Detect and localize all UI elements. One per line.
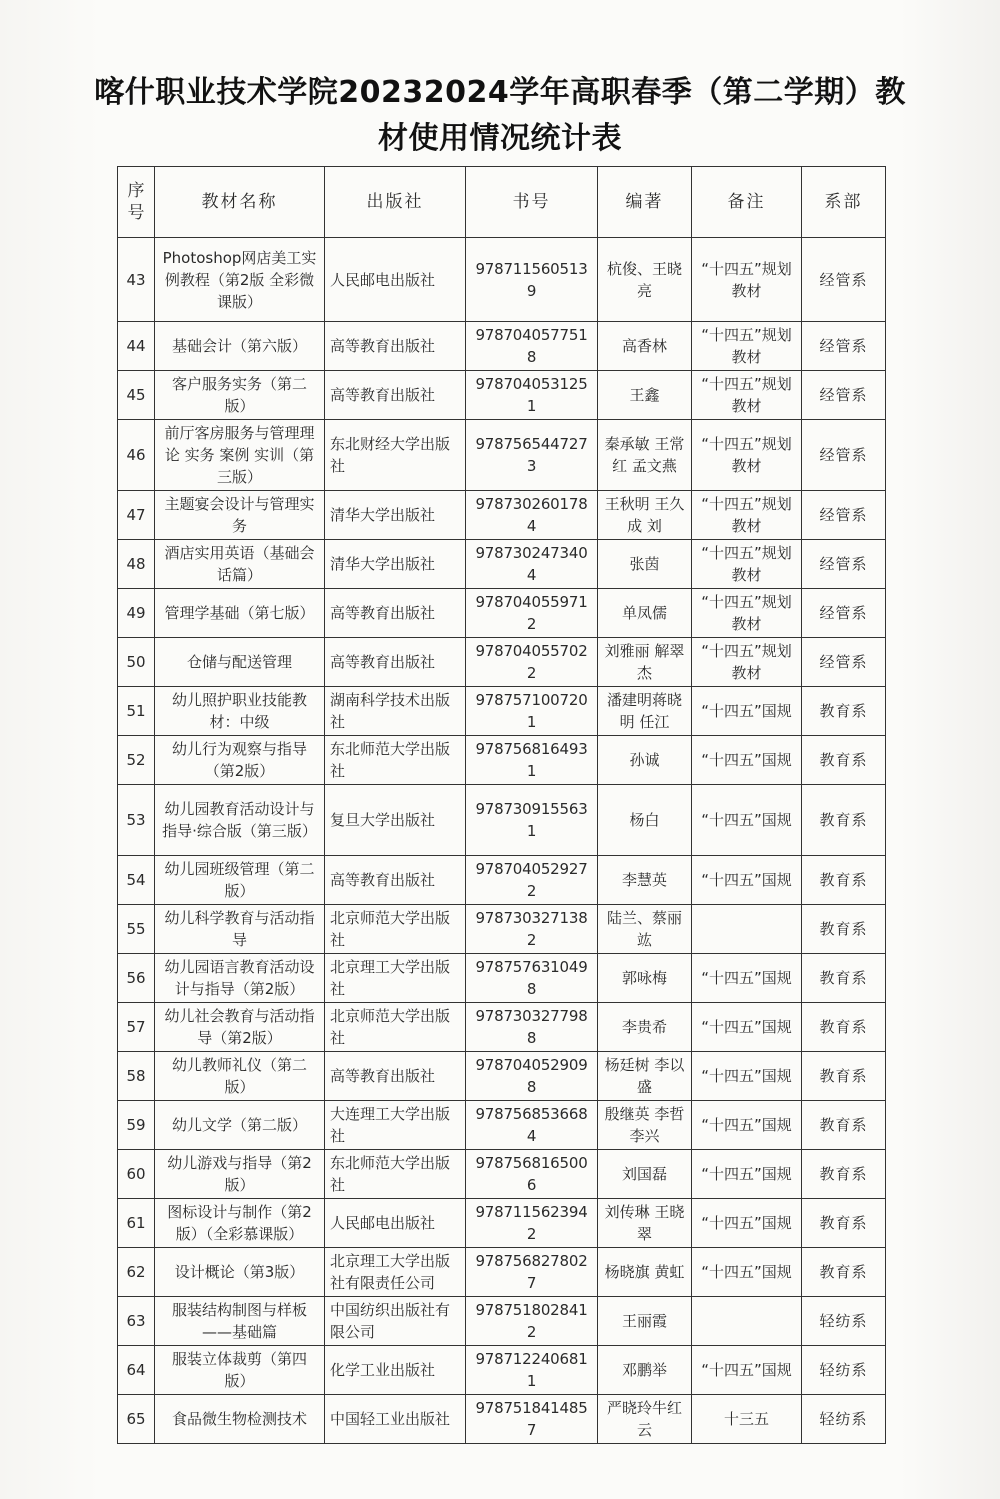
textbook-name: 幼儿游戏与指导（第2版） bbox=[155, 1150, 325, 1199]
note: “十四五”国规 bbox=[692, 1003, 802, 1052]
department: 教育系 bbox=[802, 856, 886, 905]
author: 刘国磊 bbox=[598, 1150, 692, 1199]
row-number: 52 bbox=[118, 736, 155, 785]
header-row bbox=[118, 167, 886, 238]
table-row bbox=[118, 491, 886, 540]
isbn: 9787040529272 bbox=[466, 856, 598, 905]
publisher: 人民邮电出版社 bbox=[325, 238, 466, 322]
page-title: 喀什职业技术学院20232024学年高职春季（第二学期）教材使用情况统计表 bbox=[94, 75, 906, 156]
publisher: 复旦大学出版社 bbox=[325, 785, 466, 856]
isbn: 9787115623942 bbox=[466, 1199, 598, 1248]
textbook-name: 幼儿教师礼仪（第二版） bbox=[155, 1052, 325, 1101]
publisher: 清华大学出版社 bbox=[325, 540, 466, 589]
note: “十四五”规划教材 bbox=[692, 589, 802, 638]
note: “十四五”国规 bbox=[692, 1346, 802, 1395]
publisher: 东北财经大学出版社 bbox=[325, 420, 466, 491]
author: 殷继英 李哲 李兴 bbox=[598, 1101, 692, 1150]
isbn: 9787115605139 bbox=[466, 238, 598, 322]
publisher: 东北师范大学出版社 bbox=[325, 736, 466, 785]
textbook-name: 酒店实用英语（基础会话篇） bbox=[155, 540, 325, 589]
header-isbn: 书号 bbox=[466, 167, 598, 238]
publisher: 高等教育出版社 bbox=[325, 856, 466, 905]
author: 张茵 bbox=[598, 540, 692, 589]
publisher: 大连理工大学出版社 bbox=[325, 1101, 466, 1150]
textbook-name: 管理学基础（第七版） bbox=[155, 589, 325, 638]
note: “十四五”国规 bbox=[692, 1150, 802, 1199]
publisher: 中国轻工业出版社 bbox=[325, 1395, 466, 1444]
department: 轻纺系 bbox=[802, 1297, 886, 1346]
note: “十四五”国规 bbox=[692, 1052, 802, 1101]
note: “十四五”规划教材 bbox=[692, 540, 802, 589]
textbook-name: 服装立体裁剪（第四版） bbox=[155, 1346, 325, 1395]
table-row bbox=[118, 905, 886, 954]
note: “十四五”规划教材 bbox=[692, 238, 802, 322]
note: “十四五”国规 bbox=[692, 687, 802, 736]
note: “十四五”国规 bbox=[692, 954, 802, 1003]
table-row bbox=[118, 1395, 886, 1444]
isbn: 9787518028412 bbox=[466, 1297, 598, 1346]
publisher: 北京师范大学出版社 bbox=[325, 905, 466, 954]
textbook-name: 幼儿行为观察与指导（第2版） bbox=[155, 736, 325, 785]
table-row bbox=[118, 1297, 886, 1346]
row-number: 60 bbox=[118, 1150, 155, 1199]
textbook-name: 幼儿文学（第二版） bbox=[155, 1101, 325, 1150]
note: “十四五”国规 bbox=[692, 785, 802, 856]
textbook-name: 幼儿照护职业技能教材：中级 bbox=[155, 687, 325, 736]
header-dept: 系部 bbox=[802, 167, 886, 238]
header-note: 备注 bbox=[692, 167, 802, 238]
department: 经管系 bbox=[802, 371, 886, 420]
row-number: 63 bbox=[118, 1297, 155, 1346]
department: 教育系 bbox=[802, 1003, 886, 1052]
textbook-table bbox=[117, 166, 886, 1444]
note: “十四五”国规 bbox=[692, 1101, 802, 1150]
isbn: 9787040557022 bbox=[466, 638, 598, 687]
table-row bbox=[118, 1150, 886, 1199]
author: 孙诚 bbox=[598, 736, 692, 785]
publisher: 北京理工大学出版社 bbox=[325, 954, 466, 1003]
isbn: 9787565447273 bbox=[466, 420, 598, 491]
table-row bbox=[118, 238, 886, 322]
author: 王丽霞 bbox=[598, 1297, 692, 1346]
note bbox=[692, 1297, 802, 1346]
row-number: 47 bbox=[118, 491, 155, 540]
table-row bbox=[118, 371, 886, 420]
publisher: 清华大学出版社 bbox=[325, 491, 466, 540]
table-row bbox=[118, 540, 886, 589]
publisher: 东北师范大学出版社 bbox=[325, 1150, 466, 1199]
header-name: 教材名称 bbox=[155, 167, 325, 238]
department: 教育系 bbox=[802, 736, 886, 785]
isbn: 9787309155631 bbox=[466, 785, 598, 856]
row-number: 59 bbox=[118, 1101, 155, 1150]
note: “十四五”国规 bbox=[692, 736, 802, 785]
table-row bbox=[118, 1248, 886, 1297]
row-number: 57 bbox=[118, 1003, 155, 1052]
row-number: 46 bbox=[118, 420, 155, 491]
row-number: 56 bbox=[118, 954, 155, 1003]
department: 教育系 bbox=[802, 954, 886, 1003]
table-row bbox=[118, 687, 886, 736]
note: “十四五”国规 bbox=[692, 1199, 802, 1248]
author: 邓鹏举 bbox=[598, 1346, 692, 1395]
header-no: 序号 bbox=[118, 167, 155, 238]
textbook-name: 食品微生物检测技术 bbox=[155, 1395, 325, 1444]
isbn: 9787040559712 bbox=[466, 589, 598, 638]
isbn: 9787040577518 bbox=[466, 322, 598, 371]
department: 经管系 bbox=[802, 322, 886, 371]
isbn: 9787568278027 bbox=[466, 1248, 598, 1297]
isbn: 9787568165006 bbox=[466, 1150, 598, 1199]
table-row bbox=[118, 1101, 886, 1150]
note bbox=[692, 905, 802, 954]
textbook-name: 幼儿园教育活动设计与指导·综合版（第三版） bbox=[155, 785, 325, 856]
isbn: 9787303277988 bbox=[466, 1003, 598, 1052]
note: “十四五”规划教材 bbox=[692, 322, 802, 371]
author: 秦承敏 王常红 孟文燕 bbox=[598, 420, 692, 491]
isbn: 9787576310498 bbox=[466, 954, 598, 1003]
department: 教育系 bbox=[802, 1248, 886, 1297]
table-row bbox=[118, 638, 886, 687]
author: 李贵希 bbox=[598, 1003, 692, 1052]
row-number: 49 bbox=[118, 589, 155, 638]
department: 经管系 bbox=[802, 420, 886, 491]
table-row bbox=[118, 1346, 886, 1395]
author: 单凤儒 bbox=[598, 589, 692, 638]
header-publisher: 出版社 bbox=[325, 167, 466, 238]
author: 严晓玲牛红云 bbox=[598, 1395, 692, 1444]
row-number: 53 bbox=[118, 785, 155, 856]
textbook-name: 图标设计与制作（第2版）（全彩慕课版） bbox=[155, 1199, 325, 1248]
note: “十四五”国规 bbox=[692, 856, 802, 905]
textbook-name: 仓储与配送管理 bbox=[155, 638, 325, 687]
note: “十四五”国规 bbox=[692, 1248, 802, 1297]
department: 经管系 bbox=[802, 638, 886, 687]
department: 教育系 bbox=[802, 687, 886, 736]
publisher: 人民邮电出版社 bbox=[325, 1199, 466, 1248]
publisher: 化学工业出版社 bbox=[325, 1346, 466, 1395]
isbn: 9787040531251 bbox=[466, 371, 598, 420]
textbook-name: 前厅客房服务与管理理论 实务 案例 实训（第三版） bbox=[155, 420, 325, 491]
row-number: 50 bbox=[118, 638, 155, 687]
row-number: 58 bbox=[118, 1052, 155, 1101]
department: 经管系 bbox=[802, 238, 886, 322]
isbn: 9787518414857 bbox=[466, 1395, 598, 1444]
department: 经管系 bbox=[802, 589, 886, 638]
note: “十四五”规划教材 bbox=[692, 371, 802, 420]
textbook-name: 幼儿园语言教育活动设计与指导（第2版） bbox=[155, 954, 325, 1003]
author: 杨晓旗 黄虹 bbox=[598, 1248, 692, 1297]
row-number: 62 bbox=[118, 1248, 155, 1297]
publisher: 高等教育出版社 bbox=[325, 1052, 466, 1101]
table-row bbox=[118, 1199, 886, 1248]
isbn: 9787302601784 bbox=[466, 491, 598, 540]
textbook-name: 幼儿科学教育与活动指导 bbox=[155, 905, 325, 954]
author: 刘传琳 王晓翠 bbox=[598, 1199, 692, 1248]
textbook-name: 基础会计（第六版） bbox=[155, 322, 325, 371]
table-row bbox=[118, 589, 886, 638]
textbook-name: 主题宴会设计与管理实务 bbox=[155, 491, 325, 540]
table-row bbox=[118, 954, 886, 1003]
textbook-name: 幼儿园班级管理（第二版） bbox=[155, 856, 325, 905]
textbook-name: 设计概论（第3版） bbox=[155, 1248, 325, 1297]
publisher: 高等教育出版社 bbox=[325, 638, 466, 687]
isbn: 9787303271382 bbox=[466, 905, 598, 954]
isbn: 9787122406811 bbox=[466, 1346, 598, 1395]
author: 高香林 bbox=[598, 322, 692, 371]
isbn: 9787568536684 bbox=[466, 1101, 598, 1150]
header-author: 编著 bbox=[598, 167, 692, 238]
department: 经管系 bbox=[802, 491, 886, 540]
row-number: 45 bbox=[118, 371, 155, 420]
row-number: 55 bbox=[118, 905, 155, 954]
department: 教育系 bbox=[802, 905, 886, 954]
author: 潘建明蒋晓明 任江 bbox=[598, 687, 692, 736]
department: 教育系 bbox=[802, 1052, 886, 1101]
isbn: 9787040529098 bbox=[466, 1052, 598, 1101]
note: “十四五”规划教材 bbox=[692, 420, 802, 491]
department: 教育系 bbox=[802, 1199, 886, 1248]
note: 十三五 bbox=[692, 1395, 802, 1444]
publisher: 中国纺织出版社有限公司 bbox=[325, 1297, 466, 1346]
author: 郭咏梅 bbox=[598, 954, 692, 1003]
author: 陆兰、蔡丽竑 bbox=[598, 905, 692, 954]
row-number: 51 bbox=[118, 687, 155, 736]
row-number: 43 bbox=[118, 238, 155, 322]
note: “十四五”规划教材 bbox=[692, 638, 802, 687]
row-number: 48 bbox=[118, 540, 155, 589]
table-row bbox=[118, 1003, 886, 1052]
table-row bbox=[118, 856, 886, 905]
note: “十四五”规划教材 bbox=[692, 491, 802, 540]
isbn: 9787568164931 bbox=[466, 736, 598, 785]
publisher: 高等教育出版社 bbox=[325, 322, 466, 371]
author: 杨白 bbox=[598, 785, 692, 856]
row-number: 44 bbox=[118, 322, 155, 371]
textbook-name: 幼儿社会教育与活动指导（第2版） bbox=[155, 1003, 325, 1052]
publisher: 高等教育出版社 bbox=[325, 589, 466, 638]
department: 经管系 bbox=[802, 540, 886, 589]
table-row bbox=[118, 1052, 886, 1101]
department: 教育系 bbox=[802, 1101, 886, 1150]
row-number: 54 bbox=[118, 856, 155, 905]
isbn: 9787302473404 bbox=[466, 540, 598, 589]
author: 王秋明 王久成 刘 bbox=[598, 491, 692, 540]
department: 轻纺系 bbox=[802, 1395, 886, 1444]
publisher: 北京理工大学出版社有限责任公司 bbox=[325, 1248, 466, 1297]
author: 杨廷树 李以盛 bbox=[598, 1052, 692, 1101]
publisher: 北京师范大学出版社 bbox=[325, 1003, 466, 1052]
isbn: 9787571007201 bbox=[466, 687, 598, 736]
author: 杭俊、王晓亮 bbox=[598, 238, 692, 322]
textbook-name: 客户服务实务（第二版） bbox=[155, 371, 325, 420]
department: 教育系 bbox=[802, 785, 886, 856]
row-number: 64 bbox=[118, 1346, 155, 1395]
publisher: 湖南科学技术出版社 bbox=[325, 687, 466, 736]
table-row bbox=[118, 420, 886, 491]
row-number: 61 bbox=[118, 1199, 155, 1248]
department: 轻纺系 bbox=[802, 1346, 886, 1395]
publisher: 高等教育出版社 bbox=[325, 371, 466, 420]
textbook-name: 服装结构制图与样板——基础篇 bbox=[155, 1297, 325, 1346]
department: 教育系 bbox=[802, 1150, 886, 1199]
author: 刘雅丽 解翠杰 bbox=[598, 638, 692, 687]
author: 王鑫 bbox=[598, 371, 692, 420]
table-row bbox=[118, 322, 886, 371]
table-row bbox=[118, 785, 886, 856]
table-row bbox=[118, 736, 886, 785]
author: 李慧英 bbox=[598, 856, 692, 905]
row-number: 65 bbox=[118, 1395, 155, 1444]
textbook-name: Photoshop网店美工实例教程（第2版 全彩微课版） bbox=[155, 238, 325, 322]
